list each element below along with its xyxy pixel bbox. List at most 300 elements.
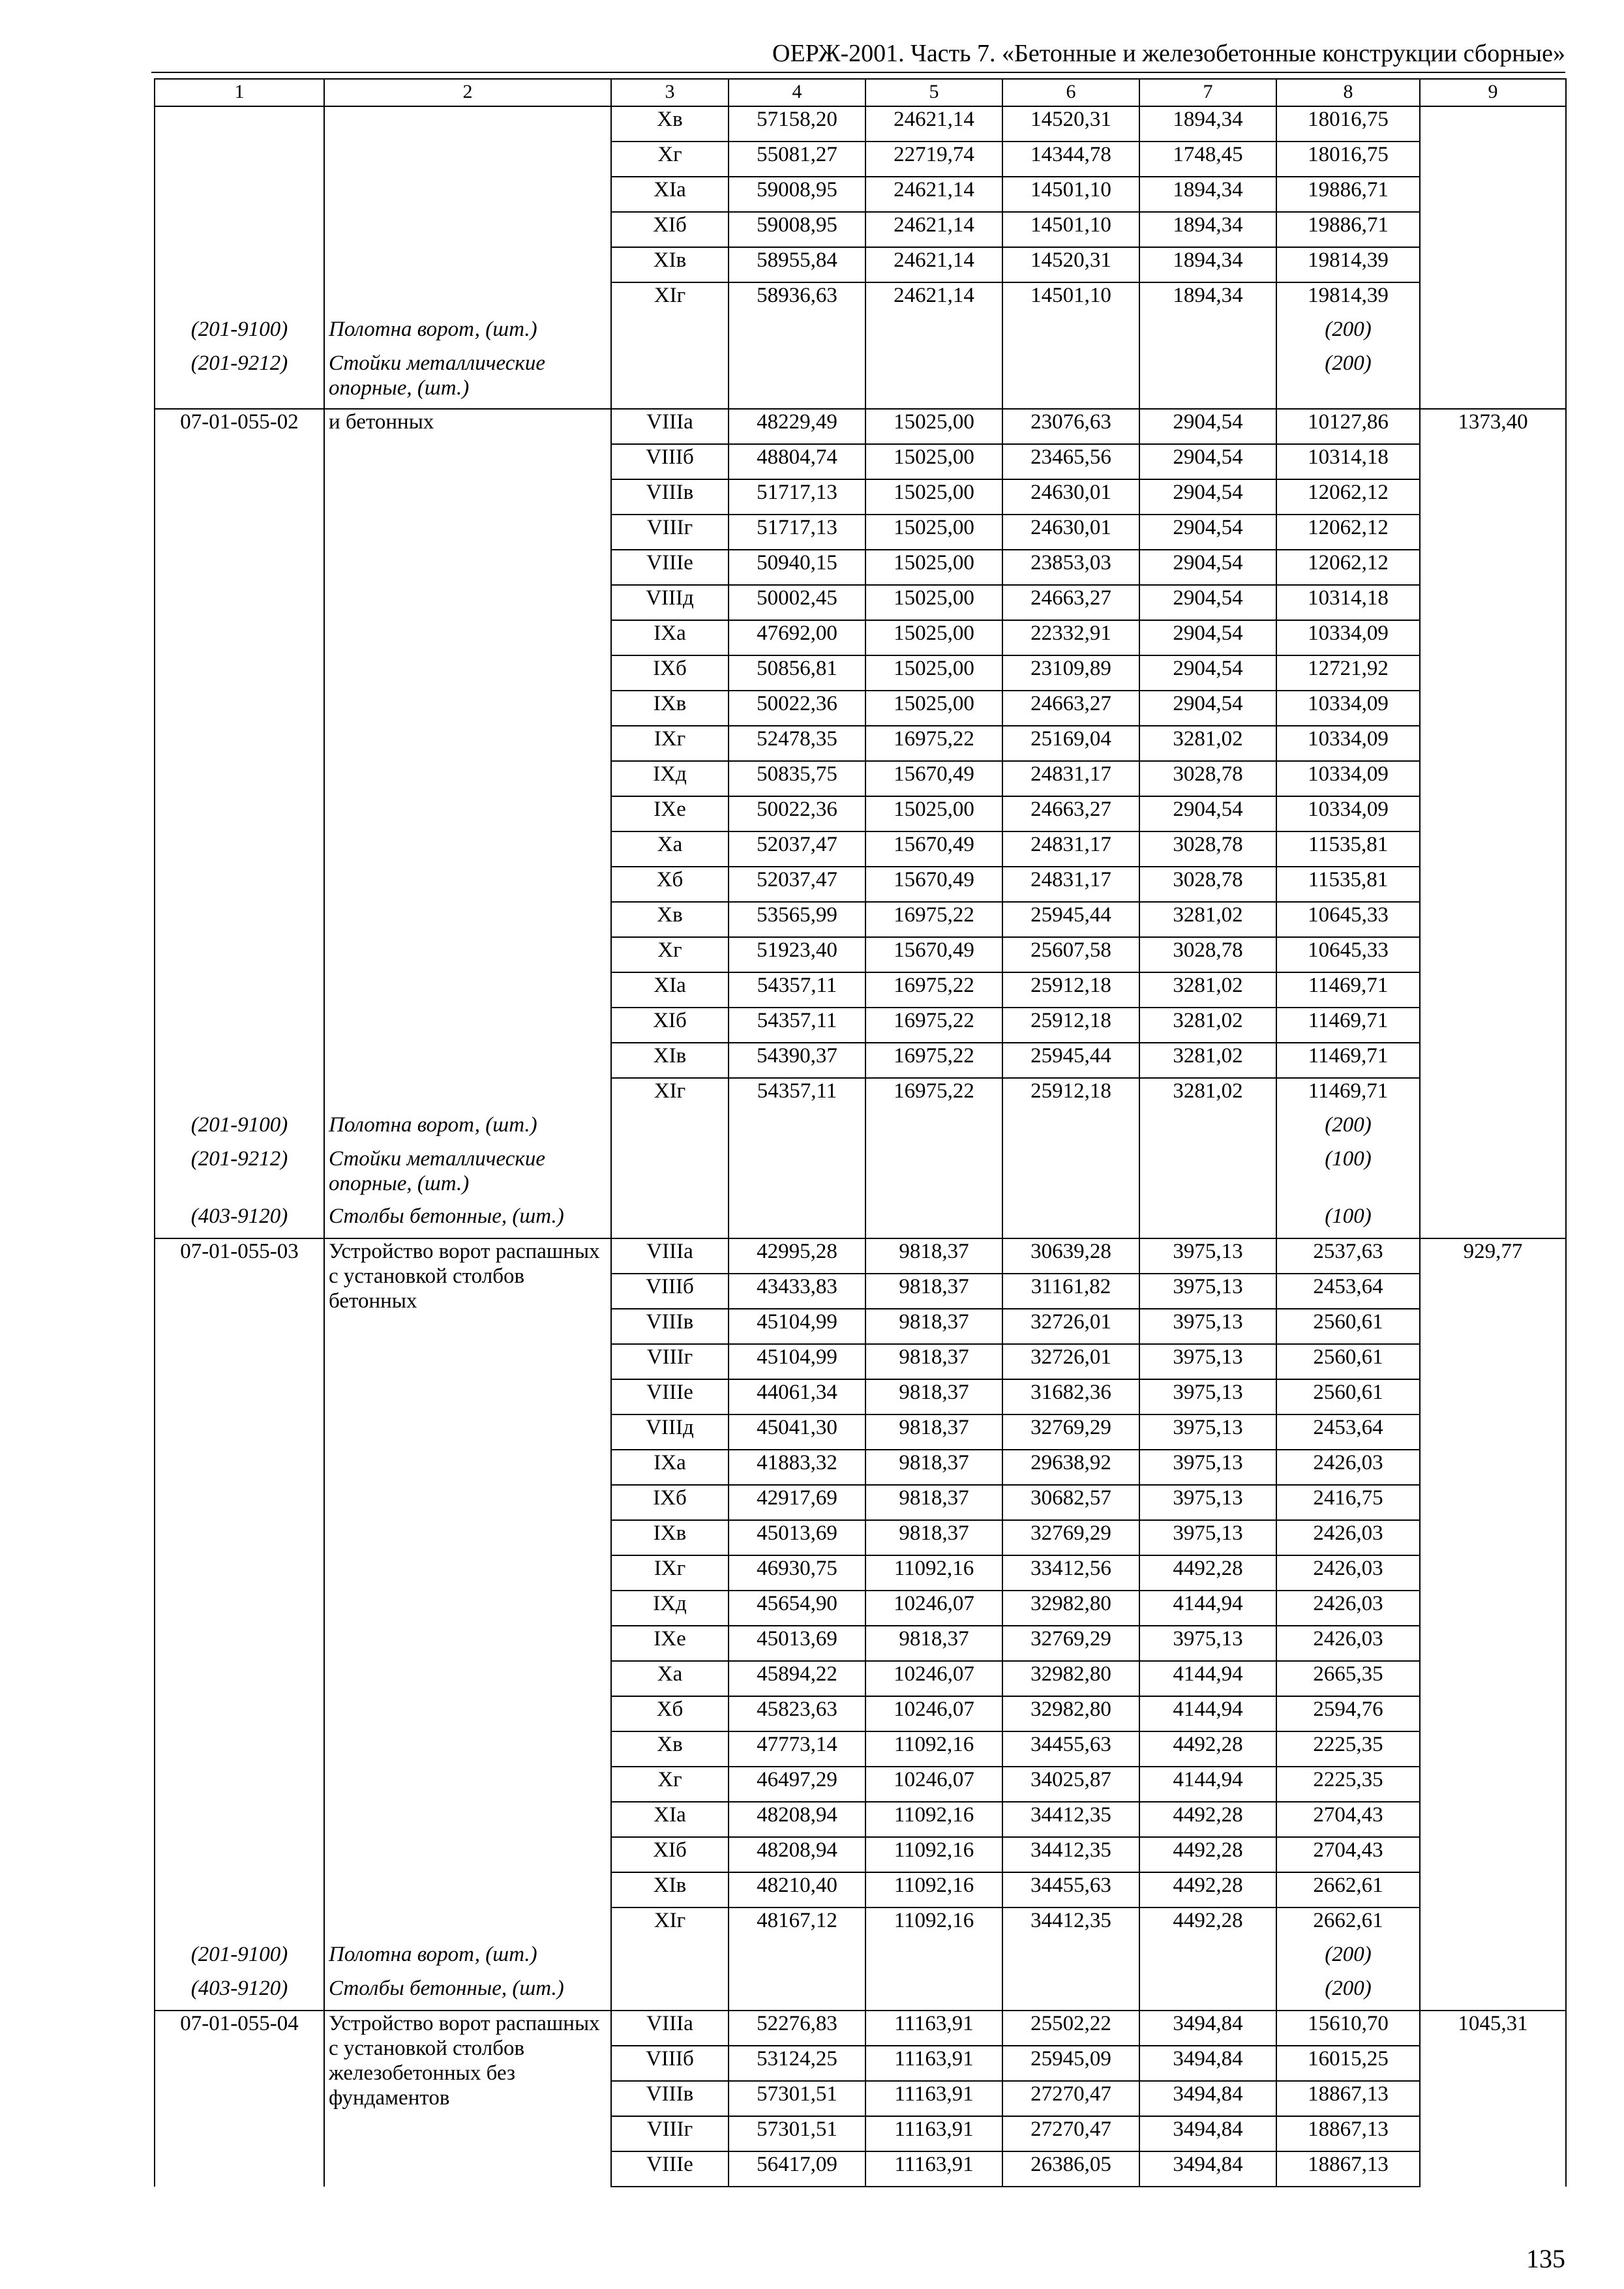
resource-name: Полотна ворот, (шт.)	[329, 318, 537, 341]
column-header: 3	[611, 79, 729, 106]
machine-wages-cell: 3975,13	[1139, 1274, 1276, 1309]
empty-cell	[1002, 1146, 1139, 1204]
empty-cell	[1139, 1204, 1276, 1238]
zone-cell: VIIIб	[611, 1274, 729, 1309]
wages-cell: 15025,00	[865, 691, 1002, 726]
machines-cell: 25169,04	[1002, 726, 1139, 761]
column-header: 7	[1139, 79, 1276, 106]
machines-cell: 23465,56	[1002, 444, 1139, 479]
total-cost-cell: 52478,35	[729, 726, 865, 761]
zone-cell: VIIIб	[611, 444, 729, 479]
machines-cell: 23853,03	[1002, 550, 1139, 585]
machines-cell: 34412,35	[1002, 1802, 1139, 1837]
table-row	[155, 2011, 1566, 2046]
resource-code: (201-9212)	[190, 352, 288, 375]
materials-cell: 18867,13	[1276, 2081, 1420, 2116]
labor-cell	[1420, 106, 1566, 409]
machine-wages-cell: 2904,54	[1139, 479, 1276, 515]
empty-cell	[865, 1204, 1002, 1238]
machines-cell: 25945,44	[1002, 902, 1139, 937]
machines-cell: 34412,35	[1002, 1837, 1139, 1872]
machine-wages-cell: 4492,28	[1139, 1908, 1276, 1942]
machines-cell: 22332,91	[1002, 620, 1139, 655]
zone-cell: ХIв	[611, 247, 729, 282]
wages-cell: 22719,74	[865, 142, 1002, 177]
materials-cell: 11469,71	[1276, 972, 1420, 1008]
resource-code: (201-9212)	[190, 1147, 288, 1171]
empty-cell	[1002, 1976, 1139, 2011]
resource-name: Столбы бетонные, (шт.)	[329, 1204, 564, 1228]
total-cost-cell: 50002,45	[729, 585, 865, 620]
total-cost-cell: 45104,99	[729, 1344, 865, 1379]
machine-wages-cell: 1894,34	[1139, 212, 1276, 247]
header-rule	[151, 72, 1565, 73]
materials-cell: 10334,09	[1276, 761, 1420, 796]
total-cost-cell: 54357,11	[729, 1078, 865, 1113]
machine-wages-cell: 4144,94	[1139, 1661, 1276, 1696]
machines-cell: 24663,27	[1002, 691, 1139, 726]
materials-cell: 10314,18	[1276, 444, 1420, 479]
materials-cell: 10645,33	[1276, 937, 1420, 972]
total-cost-cell: 48210,40	[729, 1872, 865, 1908]
machines-cell: 34455,63	[1002, 1731, 1139, 1767]
wages-cell: 9818,37	[865, 1238, 1002, 1274]
empty-cell	[865, 1113, 1002, 1146]
empty-cell	[1002, 351, 1139, 409]
materials-cell: 12062,12	[1276, 515, 1420, 550]
machine-wages-cell: 2904,54	[1139, 515, 1276, 550]
total-cost-cell: 42917,69	[729, 1485, 865, 1520]
zone-cell: VIIIд	[611, 585, 729, 620]
table-row	[155, 1238, 1566, 1274]
wages-cell: 15670,49	[865, 761, 1002, 796]
machine-wages-cell: 2904,54	[1139, 585, 1276, 620]
empty-cell	[611, 1976, 729, 2011]
column-header: 8	[1276, 79, 1420, 106]
machines-cell: 32726,01	[1002, 1344, 1139, 1379]
materials-cell: 10645,33	[1276, 902, 1420, 937]
machine-wages-cell: 3281,02	[1139, 972, 1276, 1008]
resource-codes	[155, 1113, 323, 1238]
labor-cell: 1045,31	[1420, 2011, 1566, 2187]
machine-wages-cell: 1894,34	[1139, 177, 1276, 212]
machine-wages-cell: 3494,84	[1139, 2081, 1276, 2116]
wages-cell: 16975,22	[865, 902, 1002, 937]
wages-cell: 15025,00	[865, 550, 1002, 585]
resource-name: Полотна ворот, (шт.)	[329, 1943, 537, 1966]
wages-cell: 10246,07	[865, 1696, 1002, 1731]
total-cost-cell: 50856,81	[729, 655, 865, 691]
wages-cell: 11163,91	[865, 2151, 1002, 2187]
empty-cell	[865, 351, 1002, 409]
table-body	[155, 106, 1566, 2187]
total-cost-cell: 45104,99	[729, 1309, 865, 1344]
materials-cell: 2426,03	[1276, 1450, 1420, 1485]
empty-cell	[865, 1146, 1002, 1204]
total-cost-cell: 46930,75	[729, 1555, 865, 1591]
column-header: 1	[155, 79, 324, 106]
empty-cell	[611, 351, 729, 409]
wages-cell: 15670,49	[865, 867, 1002, 902]
wages-cell: 9818,37	[865, 1344, 1002, 1379]
machine-wages-cell: 3975,13	[1139, 1485, 1276, 1520]
machines-cell: 24831,17	[1002, 831, 1139, 867]
zone-cell: IХв	[611, 691, 729, 726]
wages-cell: 9818,37	[865, 1485, 1002, 1520]
zone-cell: ХIа	[611, 177, 729, 212]
empty-cell	[729, 1204, 865, 1238]
total-cost-cell: 44061,34	[729, 1379, 865, 1414]
wages-cell: 24621,14	[865, 247, 1002, 282]
materials-cell: 15610,70	[1276, 2011, 1420, 2046]
empty-cell	[611, 317, 729, 351]
total-cost-cell: 52037,47	[729, 867, 865, 902]
machines-cell: 30682,57	[1002, 1485, 1139, 1520]
materials-cell: 11535,81	[1276, 831, 1420, 867]
labor-cell: 1373,40	[1420, 409, 1566, 1238]
machines-cell: 29638,92	[1002, 1450, 1139, 1485]
zone-cell: Ха	[611, 1661, 729, 1696]
materials-cell: 2537,63	[1276, 1238, 1420, 1274]
total-cost-cell: 59008,95	[729, 212, 865, 247]
machine-wages-cell: 1748,45	[1139, 142, 1276, 177]
total-cost-cell: 48804,74	[729, 444, 865, 479]
wages-cell: 11092,16	[865, 1802, 1002, 1837]
total-cost-cell: 54357,11	[729, 1008, 865, 1043]
wages-cell: 15025,00	[865, 585, 1002, 620]
zone-cell: VIIIг	[611, 1344, 729, 1379]
wages-cell: 9818,37	[865, 1309, 1002, 1344]
wages-cell: 15025,00	[865, 409, 1002, 444]
labor-cell: 929,77	[1420, 1238, 1566, 2011]
zone-cell: IХг	[611, 1555, 729, 1591]
wages-cell: 10246,07	[865, 1767, 1002, 1802]
resource-code: (201-9100)	[190, 1113, 288, 1137]
wages-cell: 24621,14	[865, 106, 1002, 142]
empty-cell	[729, 317, 865, 351]
materials-cell: 19886,71	[1276, 212, 1420, 247]
materials-cell: 11469,71	[1276, 1008, 1420, 1043]
zone-cell: ХIг	[611, 1908, 729, 1942]
total-cost-cell: 57158,20	[729, 106, 865, 142]
empty-cell	[611, 1146, 729, 1204]
machine-wages-cell: 3975,13	[1139, 1309, 1276, 1344]
machine-wages-cell: 3975,13	[1139, 1238, 1276, 1274]
resource-names	[329, 317, 607, 408]
item-name	[324, 409, 611, 1238]
machines-cell: 24831,17	[1002, 867, 1139, 902]
machine-wages-cell: 2904,54	[1139, 444, 1276, 479]
resource-qty: (200)	[1276, 1942, 1420, 1976]
materials-cell: 2426,03	[1276, 1520, 1420, 1555]
materials-cell: 2662,61	[1276, 1908, 1420, 1942]
machine-wages-cell: 3494,84	[1139, 2046, 1276, 2081]
empty-cell	[1139, 317, 1276, 351]
wages-cell: 9818,37	[865, 1520, 1002, 1555]
zone-cell: VIIIа	[611, 2011, 729, 2046]
zone-cell: VIIIе	[611, 1379, 729, 1414]
resource-qty: (200)	[1276, 1976, 1420, 2011]
machine-wages-cell: 3975,13	[1139, 1344, 1276, 1379]
total-cost-cell: 54390,37	[729, 1043, 865, 1078]
empty-cell	[729, 1976, 865, 2011]
price-table	[154, 78, 1567, 2187]
materials-cell: 2560,61	[1276, 1344, 1420, 1379]
machines-cell: 34025,87	[1002, 1767, 1139, 1802]
zone-cell: VIIIа	[611, 1238, 729, 1274]
machines-cell: 23109,89	[1002, 655, 1139, 691]
materials-cell: 2594,76	[1276, 1696, 1420, 1731]
machines-cell: 14501,10	[1002, 177, 1139, 212]
total-cost-cell: 48229,49	[729, 409, 865, 444]
item-name-text: Устройство ворот распашных с установкой столбов бетонных	[329, 1240, 600, 1313]
machine-wages-cell: 2904,54	[1139, 550, 1276, 585]
machines-cell: 14520,31	[1002, 247, 1139, 282]
machine-wages-cell: 2904,54	[1139, 691, 1276, 726]
machines-cell: 14501,10	[1002, 282, 1139, 317]
wages-cell: 11092,16	[865, 1837, 1002, 1872]
empty-cell	[865, 1942, 1002, 1976]
materials-cell: 10127,86	[1276, 409, 1420, 444]
machines-cell: 25945,09	[1002, 2046, 1139, 2081]
table-row	[155, 106, 1566, 142]
machine-wages-cell: 1894,34	[1139, 247, 1276, 282]
resource-qty: (200)	[1276, 351, 1420, 409]
materials-cell: 10334,09	[1276, 726, 1420, 761]
wages-cell: 9818,37	[865, 1379, 1002, 1414]
wages-cell: 15025,00	[865, 515, 1002, 550]
zone-cell: Хв	[611, 106, 729, 142]
resource-qty: (100)	[1276, 1146, 1420, 1204]
zone-cell: IХг	[611, 726, 729, 761]
machine-wages-cell: 2904,54	[1139, 620, 1276, 655]
materials-cell: 12062,12	[1276, 479, 1420, 515]
total-cost-cell: 50940,15	[729, 550, 865, 585]
total-cost-cell: 51717,13	[729, 515, 865, 550]
zone-cell: ХIв	[611, 1872, 729, 1908]
machines-cell: 25912,18	[1002, 1078, 1139, 1113]
machine-wages-cell: 1894,34	[1139, 106, 1276, 142]
empty-cell	[729, 351, 865, 409]
zone-cell: Хг	[611, 1767, 729, 1802]
empty-cell	[729, 1113, 865, 1146]
total-cost-cell: 53124,25	[729, 2046, 865, 2081]
wages-cell: 9818,37	[865, 1450, 1002, 1485]
materials-cell: 16015,25	[1276, 2046, 1420, 2081]
item-code	[155, 409, 324, 1238]
zone-cell: ХIа	[611, 1802, 729, 1837]
empty-cell	[1002, 1204, 1139, 1238]
zone-cell: ХIг	[611, 282, 729, 317]
machine-wages-cell: 3028,78	[1139, 761, 1276, 796]
empty-cell	[1139, 1146, 1276, 1204]
resource-qty: (100)	[1276, 1204, 1420, 1238]
machines-cell: 14344,78	[1002, 142, 1139, 177]
total-cost-cell: 45823,63	[729, 1696, 865, 1731]
resource-code: (201-9100)	[190, 318, 288, 341]
zone-cell: IХв	[611, 1520, 729, 1555]
machines-cell: 32769,29	[1002, 1626, 1139, 1661]
machine-wages-cell: 3281,02	[1139, 1043, 1276, 1078]
zone-cell: ХIв	[611, 1043, 729, 1078]
machines-cell: 32982,80	[1002, 1696, 1139, 1731]
materials-cell: 2426,03	[1276, 1555, 1420, 1591]
item-name: Устройство ворот распашных с установкой столбов железобетонных без фундаментов	[324, 2011, 611, 2187]
total-cost-cell: 41883,32	[729, 1450, 865, 1485]
zone-cell: VIIIв	[611, 479, 729, 515]
wages-cell: 24621,14	[865, 212, 1002, 247]
zone-cell: Хг	[611, 937, 729, 972]
item-name	[324, 106, 611, 409]
machine-wages-cell: 3028,78	[1139, 937, 1276, 972]
zone-cell: VIIIд	[611, 1414, 729, 1450]
empty-cell	[1002, 1942, 1139, 1976]
item-code: 07-01-055-04	[155, 2011, 324, 2187]
empty-cell	[1139, 1113, 1276, 1146]
page-number: 135	[1526, 2244, 1565, 2273]
machines-cell: 25502,22	[1002, 2011, 1139, 2046]
materials-cell: 2704,43	[1276, 1837, 1420, 1872]
machine-wages-cell: 4492,28	[1139, 1837, 1276, 1872]
machines-cell: 33412,56	[1002, 1555, 1139, 1591]
zone-cell: Хб	[611, 1696, 729, 1731]
zone-cell: IХб	[611, 655, 729, 691]
machine-wages-cell: 2904,54	[1139, 796, 1276, 831]
page-header: ОЕРЖ-2001. Часть 7. «Бетонные и железобетонные конструкции сборные»	[772, 40, 1565, 67]
machines-cell: 32982,80	[1002, 1661, 1139, 1696]
empty-cell	[1139, 1976, 1276, 2011]
machines-cell: 34412,35	[1002, 1908, 1139, 1942]
wages-cell: 9818,37	[865, 1414, 1002, 1450]
resource-qty: (200)	[1276, 317, 1420, 351]
zone-cell: VIIIе	[611, 550, 729, 585]
machines-cell: 24630,01	[1002, 479, 1139, 515]
wages-cell: 11163,91	[865, 2116, 1002, 2151]
empty-cell	[611, 1113, 729, 1146]
machine-wages-cell: 3494,84	[1139, 2151, 1276, 2187]
machine-wages-cell: 1894,34	[1139, 282, 1276, 317]
total-cost-cell: 43433,83	[729, 1274, 865, 1309]
materials-cell: 2225,35	[1276, 1767, 1420, 1802]
empty-cell	[1139, 1942, 1276, 1976]
machine-wages-cell: 3494,84	[1139, 2116, 1276, 2151]
zone-cell: ХIб	[611, 212, 729, 247]
column-header: 9	[1420, 79, 1566, 106]
zone-cell: VIIIе	[611, 2151, 729, 2187]
zone-cell: Хб	[611, 867, 729, 902]
materials-cell: 11469,71	[1276, 1043, 1420, 1078]
materials-cell: 19886,71	[1276, 177, 1420, 212]
materials-cell: 10334,09	[1276, 691, 1420, 726]
resource-name: Столбы бетонные, (шт.)	[329, 1977, 564, 2000]
machines-cell: 25912,18	[1002, 1008, 1139, 1043]
machine-wages-cell: 3028,78	[1139, 867, 1276, 902]
machines-cell: 14501,10	[1002, 212, 1139, 247]
machines-cell: 30639,28	[1002, 1238, 1139, 1274]
total-cost-cell: 46497,29	[729, 1767, 865, 1802]
empty-cell	[729, 1146, 865, 1204]
zone-cell: Хв	[611, 902, 729, 937]
machine-wages-cell: 3028,78	[1139, 831, 1276, 867]
resource-qty: (200)	[1276, 1113, 1420, 1146]
total-cost-cell: 56417,09	[729, 2151, 865, 2187]
materials-cell: 12721,92	[1276, 655, 1420, 691]
machine-wages-cell: 4492,28	[1139, 1872, 1276, 1908]
total-cost-cell: 53565,99	[729, 902, 865, 937]
materials-cell: 11535,81	[1276, 867, 1420, 902]
resource-name: Полотна ворот, (шт.)	[329, 1113, 537, 1137]
materials-cell: 2662,61	[1276, 1872, 1420, 1908]
total-cost-cell: 45013,69	[729, 1626, 865, 1661]
resource-codes	[155, 1942, 323, 2010]
machine-wages-cell: 4492,28	[1139, 1802, 1276, 1837]
materials-cell: 2560,61	[1276, 1379, 1420, 1414]
empty-cell	[611, 1942, 729, 1976]
machines-cell: 32769,29	[1002, 1414, 1139, 1450]
wages-cell: 11163,91	[865, 2046, 1002, 2081]
empty-cell	[1002, 317, 1139, 351]
machines-cell: 26386,05	[1002, 2151, 1139, 2187]
column-header: 5	[865, 79, 1002, 106]
zone-cell: Хв	[611, 1731, 729, 1767]
machine-wages-cell: 3281,02	[1139, 726, 1276, 761]
resource-code: (201-9100)	[190, 1943, 288, 1966]
wages-cell: 24621,14	[865, 282, 1002, 317]
zone-cell: Ха	[611, 831, 729, 867]
empty-cell	[865, 1976, 1002, 2011]
total-cost-cell: 48167,12	[729, 1908, 865, 1942]
materials-cell: 19814,39	[1276, 282, 1420, 317]
column-number-row	[155, 79, 1566, 106]
machines-cell: 25607,58	[1002, 937, 1139, 972]
zone-cell: IХа	[611, 620, 729, 655]
total-cost-cell: 50835,75	[729, 761, 865, 796]
wages-cell: 16975,22	[865, 1078, 1002, 1113]
zone-cell: ХIб	[611, 1837, 729, 1872]
materials-cell: 19814,39	[1276, 247, 1420, 282]
total-cost-cell: 52276,83	[729, 2011, 865, 2046]
wages-cell: 11092,16	[865, 1555, 1002, 1591]
machine-wages-cell: 2904,54	[1139, 409, 1276, 444]
total-cost-cell: 52037,47	[729, 831, 865, 867]
table-row	[155, 409, 1566, 444]
zone-cell: VIIIг	[611, 2116, 729, 2151]
materials-cell: 12062,12	[1276, 550, 1420, 585]
machines-cell: 24663,27	[1002, 796, 1139, 831]
item-code	[155, 1238, 324, 2011]
zone-cell: VIIIб	[611, 2046, 729, 2081]
column-header: 2	[324, 79, 611, 106]
materials-cell: 10314,18	[1276, 585, 1420, 620]
zone-cell: ХIа	[611, 972, 729, 1008]
machines-cell: 27270,47	[1002, 2116, 1139, 2151]
total-cost-cell: 51923,40	[729, 937, 865, 972]
total-cost-cell: 57301,51	[729, 2116, 865, 2151]
machine-wages-cell: 3494,84	[1139, 2011, 1276, 2046]
machines-cell: 25912,18	[1002, 972, 1139, 1008]
machines-cell: 34455,63	[1002, 1872, 1139, 1908]
machine-wages-cell: 3281,02	[1139, 902, 1276, 937]
resource-codes	[155, 317, 323, 408]
machine-wages-cell: 3281,02	[1139, 1078, 1276, 1113]
wages-cell: 16975,22	[865, 972, 1002, 1008]
resource-names	[329, 1113, 607, 1238]
machine-wages-cell: 4144,94	[1139, 1696, 1276, 1731]
wages-cell: 15025,00	[865, 655, 1002, 691]
total-cost-cell: 55081,27	[729, 142, 865, 177]
materials-cell: 2426,03	[1276, 1591, 1420, 1626]
zone-cell: IХе	[611, 1626, 729, 1661]
